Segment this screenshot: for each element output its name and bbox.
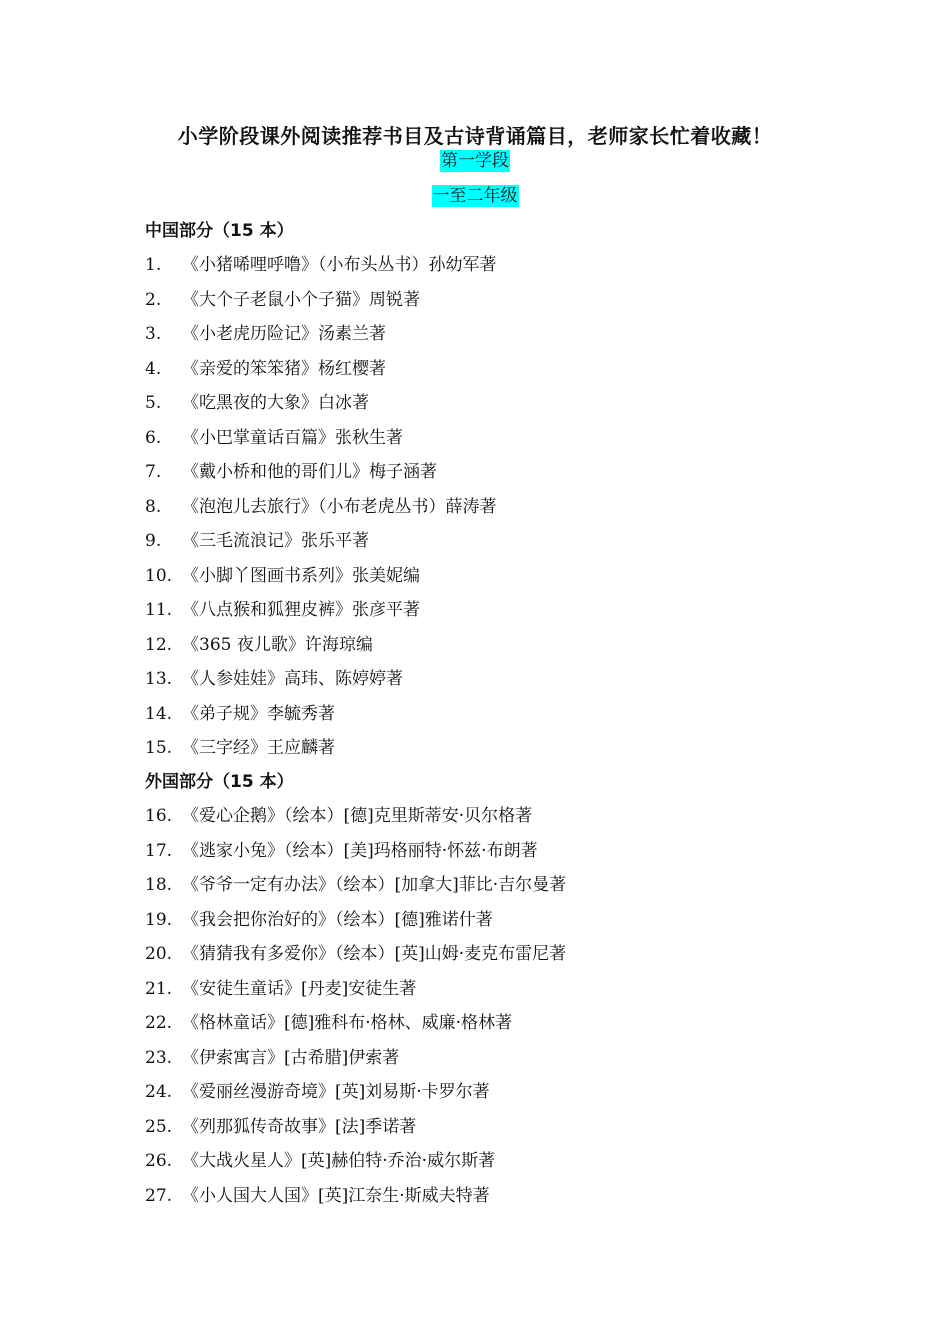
book-list-item (145, 1149, 495, 1173)
book-entry-text: 《小猪唏哩呼噜》（小布头丛书）孙幼军著 (182, 255, 497, 275)
book-number: 24. (145, 1082, 173, 1102)
book-number: 18. (145, 875, 173, 895)
book-number: 27. (145, 1185, 173, 1206)
book-list-item (145, 322, 386, 346)
book-list-item (145, 564, 420, 588)
book-entry-text: 《猜猜我有多爱你》（绘本）[英]山姆·麦克布雷尼著 (182, 944, 567, 964)
book-number: 3. (145, 324, 162, 344)
book-number: 14. (145, 703, 173, 724)
book-number: 2. (145, 289, 162, 310)
book-entry-text: 《爱心企鹅》（绘本）[德]克里斯蒂安·贝尔格著 (182, 806, 533, 826)
book-list-item (145, 839, 538, 863)
book-number: 11. (145, 600, 173, 620)
book-list-item (145, 1046, 399, 1070)
book-list-item (145, 495, 497, 519)
book-number: 13. (145, 669, 173, 689)
book-list-item (145, 977, 416, 1001)
book-list-item (145, 804, 532, 828)
book-list-item (145, 1011, 512, 1035)
book-number: 17. (145, 840, 173, 861)
book-entry-text: 《大战火星人》[英]赫伯特·乔治·威尔斯著 (182, 1151, 496, 1171)
book-list-item (145, 529, 369, 553)
book-entry-text: 《吃黑夜的大象》白冰著 (182, 393, 369, 413)
book-list-item (145, 908, 493, 932)
book-list-item (145, 1184, 490, 1208)
book-entry-text: 《三毛流浪记》张乐平著 (182, 531, 369, 551)
book-number: 19. (145, 909, 173, 930)
book-entry-text: 《亲爱的笨笨猪》杨红樱著 (182, 358, 386, 379)
book-list-item (145, 598, 420, 622)
book-list-item (145, 873, 566, 897)
book-number: 16. (145, 806, 173, 826)
grade-heading: 一至二年级 (432, 186, 518, 206)
book-entry-text: 《爷爷一定有办法》（绘本）[加拿大]菲比·吉尔曼著 (182, 875, 567, 895)
book-entry-text: 《安徒生童话》[丹麦]安徒生著 (182, 978, 417, 999)
book-number: 12. (145, 634, 173, 655)
book-entry-text: 《泡泡儿去旅行》（小布老虎丛书）薛涛著 (182, 496, 497, 517)
book-entry-text: 《小老虎历险记》汤素兰著 (182, 324, 386, 344)
book-entry-text: 《八点猴和狐狸皮裤》张彦平著 (182, 600, 420, 620)
stage-heading: 第一学段 (441, 151, 509, 171)
book-list-item (145, 1115, 416, 1139)
book-list-item (145, 426, 403, 450)
book-entry-text: 《格林童话》[德]雅科布·格林、威廉·格林著 (182, 1013, 513, 1033)
book-number: 1. (145, 255, 162, 275)
book-entry-text: 《小巴掌童话百篇》张秋生著 (182, 427, 403, 448)
book-list-item (145, 1080, 490, 1104)
book-list-item (145, 460, 437, 484)
book-list-item (145, 633, 373, 657)
book-entry-text: 《我会把你治好的》（绘本）[德]雅诺什著 (182, 909, 493, 930)
grade-heading-wrap (0, 185, 950, 207)
book-number: 5. (145, 393, 162, 413)
book-list-item (145, 253, 497, 277)
book-entry-text: 《弟子规》李毓秀著 (182, 703, 335, 724)
book-entry-text: 《列那狐传奇故事》[法]季诺著 (182, 1116, 417, 1137)
book-number: 8. (145, 496, 162, 517)
book-number: 22. (145, 1013, 173, 1033)
book-entry-text: 《戴小桥和他的哥们儿》梅子涵著 (182, 462, 437, 482)
book-list-item (145, 736, 335, 760)
book-list-item (145, 702, 335, 726)
book-list-item (145, 942, 566, 966)
book-list-item (145, 357, 386, 381)
book-number: 20. (145, 944, 173, 964)
book-entry-text: 《人参娃娃》高玮、陈婷婷著 (182, 669, 403, 689)
book-entry-text: 《小人国大人国》[英]江奈生·斯威夫特著 (182, 1185, 490, 1206)
book-number: 9. (145, 531, 162, 551)
book-number: 4. (145, 358, 162, 379)
chinese-section-heading: 中国部分（15 本） (145, 221, 294, 241)
foreign-section-heading: 外国部分（15 本） (145, 772, 294, 792)
book-number: 26. (145, 1151, 173, 1171)
book-entry-text: 《大个子老鼠小个子猫》周锐著 (182, 289, 420, 310)
book-number: 6. (145, 427, 162, 448)
book-number: 15. (145, 738, 173, 758)
document-title: 小学阶段课外阅读推荐书目及古诗背诵篇目，老师家长忙着收藏！ (177, 124, 773, 148)
book-entry-text: 《爱丽丝漫游奇境》[英]刘易斯·卡罗尔著 (182, 1082, 490, 1102)
book-list-item (145, 667, 403, 691)
book-entry-text: 《365 夜儿歌》许海琼编 (182, 634, 373, 655)
book-number: 21. (145, 978, 173, 999)
book-entry-text: 《小脚丫图画书系列》张美妮编 (182, 565, 420, 586)
book-number: 23. (145, 1047, 173, 1068)
book-entry-text: 《三字经》王应麟著 (182, 738, 335, 758)
book-list-item (145, 288, 420, 312)
stage-heading-wrap (0, 150, 950, 172)
book-list-item (145, 391, 369, 415)
book-entry-text: 《伊索寓言》[古希腊]伊索著 (182, 1047, 400, 1068)
book-number: 7. (145, 462, 162, 482)
book-number: 25. (145, 1116, 173, 1137)
book-entry-text: 《逃家小兔》（绘本）[美]玛格丽特·怀兹·布朗著 (182, 840, 538, 861)
book-number: 10. (145, 565, 173, 586)
